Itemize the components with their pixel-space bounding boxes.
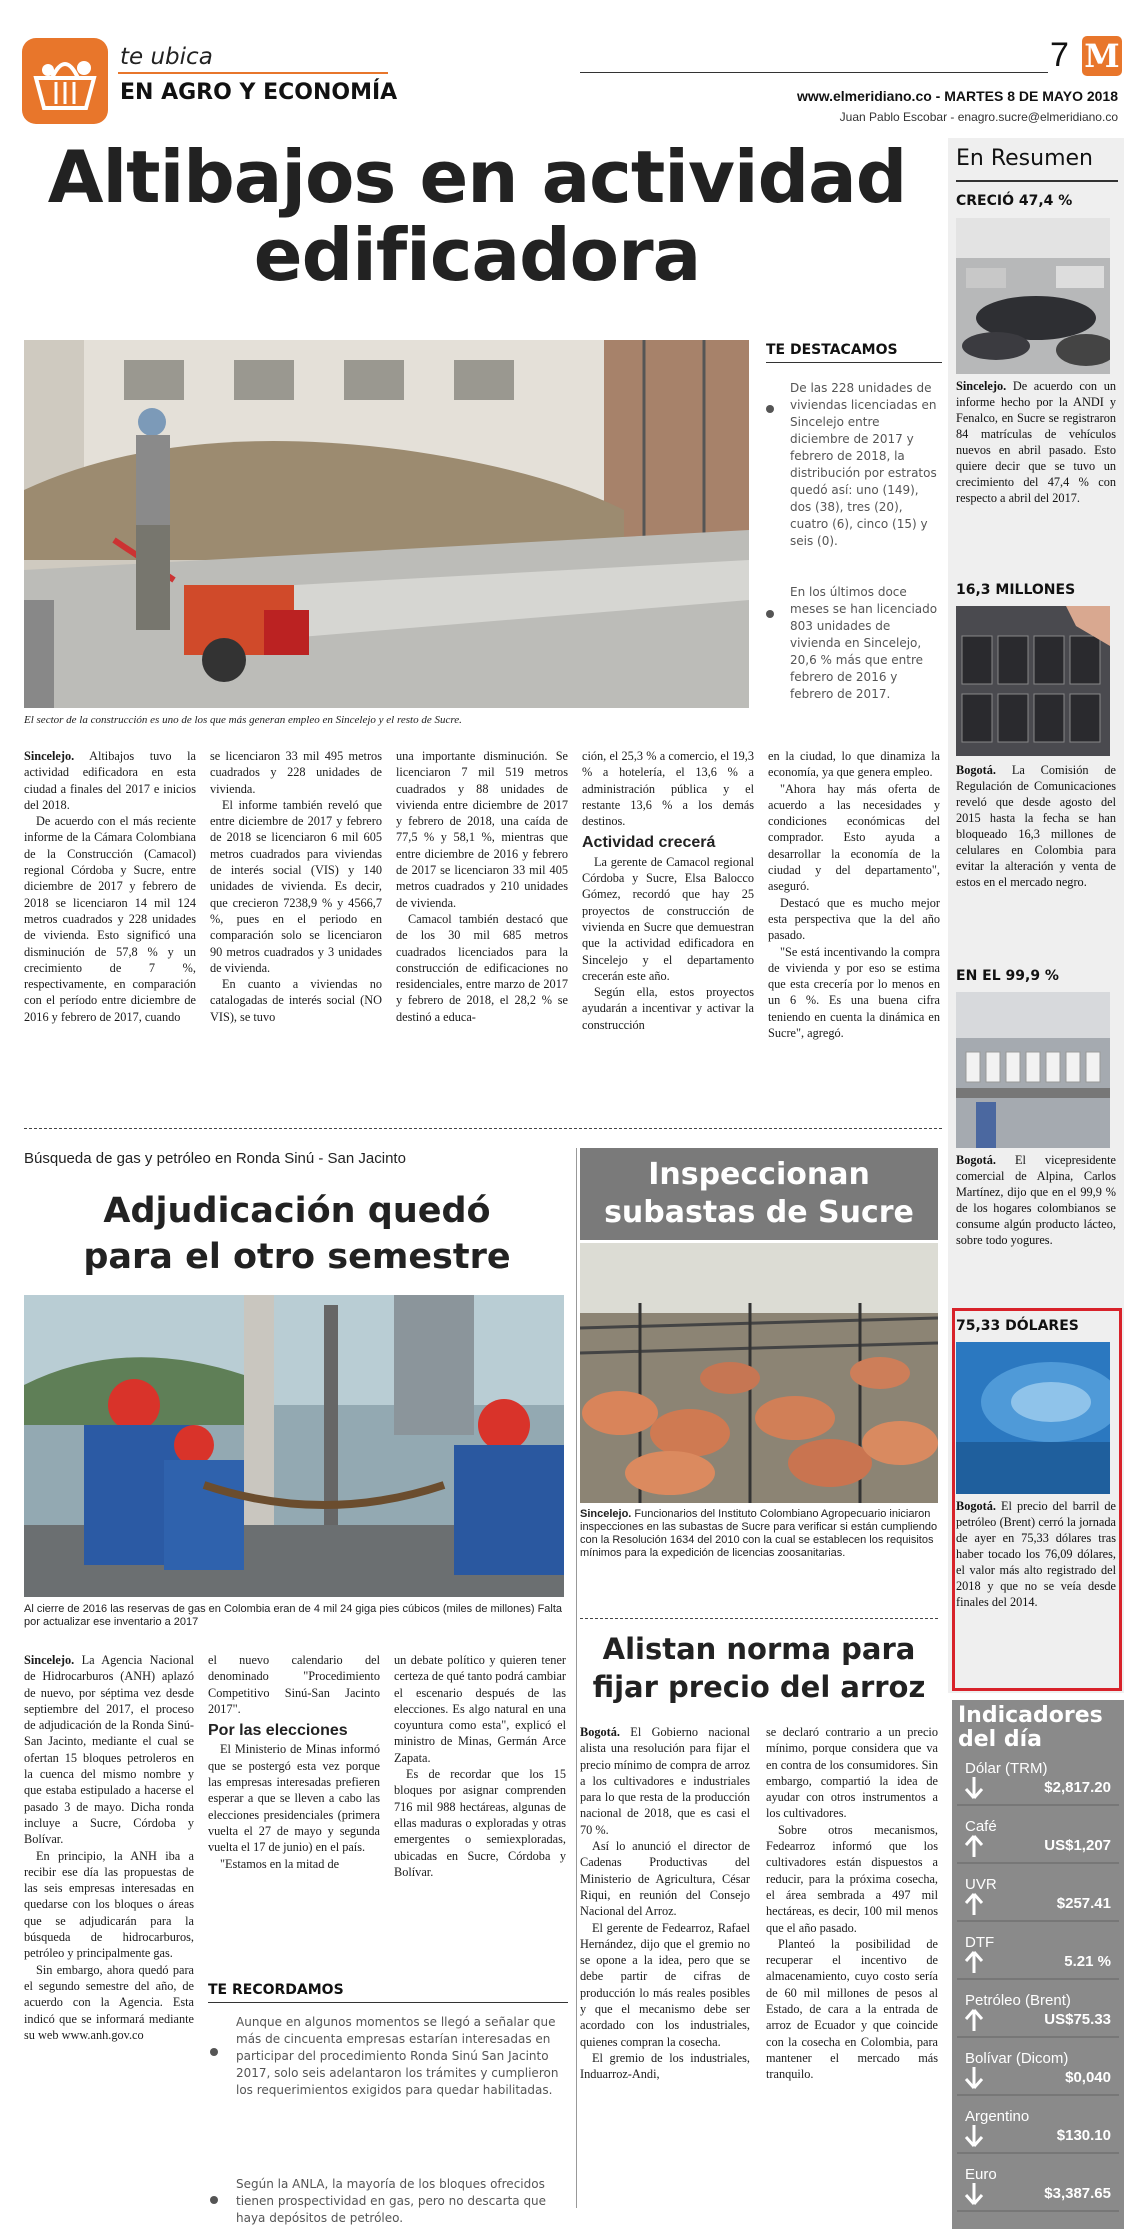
arroz-col-2 [766,1724,938,2083]
basket-icon [22,38,108,124]
indicator-value: $3,387.65 [1044,2185,1111,2202]
main-headline-line1: Altibajos en actividad [47,135,907,219]
subastas-title-line2: subastas de Sucre [604,1195,914,1230]
resumen-item3-head: EN EL 99,9 % [956,968,1059,984]
destacamos-text-1: De las 228 unidades de viviendas licenciadas en Sincelejo entre diciembre de 2017 y febrero de 2018, la distribución por estratos quedó así: uno (149), dos (38), tres (20), cuatro (6), cinco (15) y seis (0). [790,381,937,548]
main-col5-p3: Destacó que es mucho mejor esta perspectiva que la del año pasado. [768,895,940,943]
main-col4-subhead: Actividad crecerá [582,834,716,852]
resumen-item2-head: 16,3 MILLONES [956,582,1076,598]
main-col2-p1: se licenciaron 33 mil 495 metros cuadrados y 228 unidades de vivienda. [210,749,382,796]
destacamos-bullet-2 [766,610,774,618]
site-date: www.elmeridiano.co - MARTES 8 DE MAYO 2018 [796,88,1118,104]
subastas-caption-lead: Sincelejo. [580,1508,632,1520]
destacamos-title: TE DESTACAMOS [766,342,898,358]
main-col5-p4: "Se está incentivando la compra de vivienda y por eso se estima que esta crecería por lo menos en un 6 %. Es una buena cifra teniendo en cuenta la dinámica en Sucre", agregó. [768,944,940,1041]
main-col1-lead: Sincelejo. [24,749,75,763]
resumen-item1-text [956,378,1116,506]
arroz-col-1 [580,1724,750,2083]
main-col4-p2: La gerente de Camacol regional Córdoba y Sucre, Elsa Balocco Gómez, recordó que hay 25 proyectos de construcción de vivienda en Sucre que demuestran que la actividad edificadora en Sincelejo y el departamento crecerán este año. [582,854,754,983]
subastas-caption-text: Funcionarios del Instituto Colombiano Agropecuario iniciaron inspecciones en las subastas de Sucre para verificar si están cumpliendo con la Resolución 1634 del 2010 con la cual se establecen los requisitos mínimos para la expedición de licencias zoosanitarias. [580,1508,938,1559]
indicator-name: Euro [965,2166,997,2183]
main-col3-p2: Camacol también destacó que de los 30 mil 685 metros cuadrados licenciados para la construcción de edificaciones no residenciales, entre marzo de 2017 y febrero de 2018, el 28,2 % se destinó a educa- [396,911,568,1024]
resumen-item1-head: CRECIÓ 47,4 % [956,193,1073,209]
indicator-row [957,2162,1119,2212]
indicator-value: 5.21 % [1064,1953,1111,1970]
indicator-row [957,2046,1119,2096]
indicator-name: Bolívar (Dicom) [965,2050,1069,2067]
recordamos-title: TE RECORDAMOS [208,1982,344,1998]
arroz-headline-line2: fijar precio del arroz [592,1670,926,1704]
subastas-title-box [580,1148,938,1240]
gas-col-1 [24,1652,194,2043]
indicator-value: $0,040 [1065,2069,1111,2086]
resumen-phones-photo [956,606,1110,756]
brand-logo-letter: M [1084,37,1120,75]
arrow-up-icon [963,1834,985,1858]
resumen-title-rule [956,180,1118,182]
arrow-up-icon [963,1950,985,1974]
arroz-headline-line1: Alistan norma para [602,1632,916,1666]
indicator-name: Argentino [965,2108,1030,2125]
main-col-5 [768,748,940,1041]
resumen-item4-head: 75,33 DÓLARES [956,1318,1079,1334]
recordamos-bullet-2 [210,2196,218,2204]
main-col2-p2: El informe también reveló que entre diciembre de 2017 y febrero de 2018 se licenciaron 6 mil 605 metros cuadrados para viviendas de interés social (VIS) y 140 unidades de vivienda. Es decir, que crecieron 7238,9 % y 4566,7 %, pues en el periodo en comparación solo se licenciaron 90 metros cuadrados y 3 unidades de vivienda. [210,797,382,975]
main-col5-p2: "Ahora hay más oferta de acuerdo a las necesidades y condiciones económicas del comprador. Esto ayuda a desarrollar la economía de la ciudad y del departamento", aseguró. [768,781,940,894]
indicator-row [957,1814,1119,1864]
subastas-caption [580,1508,938,1560]
gas-col3-p2: Es de recordar que los 15 bloques por asignar comprenden 716 mil 988 hectáreas, algunas de ellas maduras o exploradas y otras emergentes o semiexploradas, ubicadas en Sucre, Córdoba y Bolívar. [394,1767,566,1879]
arroz-col1-p2: Así lo anunció el director de Cadenas Productivas del Ministerio de Agricultura, César Riqui, en reunión del Consejo Nacional del Arroz. [580,1839,750,1919]
main-col1-p1: Altibajos tuvo la actividad edificadora en esta ciudad a finales del 2017 e inicios del 2018. [24,749,196,812]
main-col4-p3: Según ella, estos proyectos ayudarán a incentivar y activar la construcción [582,985,754,1032]
arrow-up-icon [963,1892,985,1916]
indicator-name: Dólar (TRM) [965,1760,1048,1777]
gas-headline-line1: Adjudicación quedó [103,1191,491,1231]
gas-col-2 [208,1652,380,1872]
resumen-item2-text [956,762,1116,890]
main-col3-p1: una importante disminución. Se licenciaron 7 mil 519 metros cuadrados y 88 unidades de vivienda entre diciembre de 2017 y febrero de 2018, una caída de 77,5 % y 58,1 %, mientras que entre diciembre de 2016 y febrero de 2017 se licenciaron 33 mil 405 metros cuadrados y 210 unidades de vivienda. [396,749,568,910]
arrow-down-icon [963,2066,985,2090]
resumen-item3-text [956,1152,1116,1248]
recordamos-text-2: Según la ANLA, la mayoría de los bloques ofrecidos tienen prospectividad en gas, pero no descarta que haya depósitos de petróleo. [236,2177,547,2225]
resumen-dairy-photo [956,992,1110,1148]
section-small-label: te ubica [120,44,213,70]
main-col-4 [582,748,754,1033]
subastas-title-line1: Inspeccionan [648,1157,870,1192]
indicator-name: Petróleo (Brent) [965,1992,1071,2009]
indicator-row [957,2104,1119,2154]
gas-headline-line2: para el otro semestre [83,1237,511,1277]
resumen-item4-body: El precio del barril de petróleo (Brent) cerró la jornada de ayer en 75,33 dólares tras haber tocado los 76,09 dólares, el valor más alto registrado del 2018 y que no se veía desde finales del 2014. [956,1499,1116,1609]
gas-photo-caption: Al cierre de 2016 las reservas de gas en Colombia eran de 4 mil 24 giga pies cúbicos (miles de millones) Falta por actualizar ese inventario a 2017 [24,1603,563,1628]
gas-col2-p1: el nuevo calendario del denominado "Procedimiento Competitivo Sinú-San Jacinto 2017". [208,1653,380,1716]
gas-col1-p2: En principio, la ANH iba a recibir ese día las propuestas de las seis empresas interesadas en quedarse con los bloques o áreas que se adjudicarán para la búsqueda de hidrocarburos, petróleo y principalmente gas. [24,1848,194,1961]
resumen-oil-barrel-photo [956,1342,1110,1494]
indicator-name: Café [965,1818,997,1835]
main-col-2 [210,748,382,1025]
gas-col3-p1: un debate político y quieren tener certeza de qué tanto podrá cambiar el escenario después de las elecciones. Es algo natural en una coyuntura como esta", explicó el ministro de Minas, Germán Arce Zapata. [394,1653,566,1765]
gas-headline [24,1188,570,1280]
destacamos-rule [766,362,942,363]
destacamos-bullet-1 [766,405,774,413]
arrow-down-icon [963,2182,985,2206]
arroz-col1-lead: Bogotá. [580,1725,620,1739]
recordamos-bullet-1 [210,2048,218,2056]
resumen-item3-body: El vicepresidente comercial de Alpina, Carlos Martínez, dijo que en el 99,9 % de los hogares colombianos se consume algún producto lácteo, sobre todo yogures. [956,1153,1116,1247]
section-rule [118,72,388,74]
gas-workers-photo [24,1295,564,1597]
arrow-down-icon [963,2124,985,2148]
arrow-down-icon [963,1776,985,1800]
resumen-item2-lead: Bogotá. [956,763,996,777]
construction-photo [24,340,749,708]
resumen-item3-lead: Bogotá. [956,1153,996,1167]
gas-col1-p3: Sin embargo, ahora quedó para el segundo semestre del año, de acuerdo con la Agencia. Esta indicó que se informará mediante su web www.anh.gov.co [24,1962,194,2042]
main-col-3 [396,748,568,1025]
arroz-headline [580,1630,938,1706]
indicadores-title-line1: Indicadores [958,1703,1103,1728]
recordamos-text-1: Aunque en algunos momentos se llegó a señalar que más de cincuenta empresas estarían interesadas en participar del procedimiento Ronda Sinú San Jacinto 2017, solo seis adelantaron los trámites y cumplieron los requerimientos exigidos para quedar habilitadas. [236,2015,559,2097]
author-line: Juan Pablo Escobar - enagro.sucre@elmeridiano.co [839,110,1118,124]
indicator-value: $257.41 [1056,1895,1111,1912]
main-headline [22,135,932,297]
indicator-row [957,1988,1119,2038]
indicadores-title [958,1704,1103,1752]
recordamos-rule [208,2002,568,2003]
resumen-cars-photo [956,218,1110,374]
gas-col2-p3: "Estamos en la mitad de [220,1856,340,1871]
arroz-col1-p4: El gremio de los industriales, Induarroz-Andi, [580,2050,750,2082]
cattle-auction-photo [580,1243,938,1503]
indicator-value: US$1,207 [1044,1837,1111,1854]
subastas-divider [580,1618,938,1619]
resumen-item1-lead: Sincelejo. [956,379,1007,393]
arroz-col1-p3: El gerente de Fedearroz, Rafael Hernández, dijo que el gremio no se opone a la idea, pero que se debe partir de cifras de producción lo más reales posibles y que el mecanismo debe ser acordado con los industriales, quienes compran la cosecha. [580,1920,750,2049]
header-rule [580,72,1048,73]
indicator-value: US$75.33 [1044,2011,1111,2028]
main-col2-p3: En cuanto a viviendas no catalogadas de interés social (NO VIS), se tuvo [210,977,382,1024]
indicadores-title-line2: del día [958,1727,1043,1752]
arroz-col2-p1: se declaró contrario a un precio mínimo, porque considera que va en contra de los consumidores. Sin embargo, compartió la idea de ayudar con otros instrumentos a los cultivadores. [766,1725,938,1821]
gas-col2-subhead: Por las elecciones [208,1722,348,1740]
indicator-name: DTF [965,1934,995,1951]
indicator-row [957,1756,1119,1806]
main-col1-p2: De acuerdo con el más reciente informe de la Cámara Colombiana de la Construcción (Camacol) regional Córdoba y Sucre, entre diciembre de 2017 y febrero de 2018 se licenciaron 14 mil 124 metros cuadrados y 228 unidades de vivienda. Esto significó una disminución de 57,8 % y un crecimiento de 7 %, respectivamente, en comparación con el período entre diciembre de 2016 y febrero de 2017, cuando [24,814,196,1024]
construction-photo-caption: El sector de la construcción es uno de los que más generan empleo en Sincelejo y el resto de Sucre. [24,714,462,726]
indicator-value: $130.10 [1056,2127,1111,2144]
destacamos-text-2: En los últimos doce meses se han licenciado 803 unidades de vivienda en Sincelejo, 20,6 % más que entre febrero de 2016 y febrero de 2017. [790,585,938,701]
arroz-col1-p1: El Gobierno nacional alista una resolución para fijar el precio mínimo de compra de arroz a los cultivadores e industriales para lo que resta de la producción nacional de 2018, que es casi el 70 %. [580,1725,750,1837]
indicator-name: UVR [965,1876,997,1893]
section-big-label: EN AGRO Y ECONOMÍA [120,80,398,105]
gas-col2-p2: El Ministerio de Minas informó que se postergó esta vez porque las empresas interesadas prefieren esperar a que se lleven a cabo las elecciones presidenciales (primera vuelta el 27 de mayo y segunda vuelta el 17 de junio) en el país. [208,1742,380,1855]
resumen-title: En Resumen [956,146,1093,171]
gas-kicker: Búsqueda de gas y petróleo en Ronda Sinú - San Jacinto [24,1150,406,1167]
gas-vertical-divider [576,1148,577,2208]
gas-col1-p1: La Agencia Nacional de Hidrocarburos (ANH) aplazó de nuevo, por séptima vez desde septiembre del 2017, el proceso de adjudicación de la Ronda Sinú-San Jacinto, mediante el cual se ofertan 15 bloques petroleros en la cuenca del mismo nombre y que estaba estipulado a hacerse el pasado 3 de mayo. Dicha ronda incluye a Sucre, Córdoba y Bolívar. [24,1653,194,1847]
main-bottom-divider [24,1128,942,1129]
indicator-row [957,1930,1119,1980]
main-col4-p1: ción, el 25,3 % a comercio, el 19,3 % a hotelería, el 13,6 % a administración pública y el restante 13,6 % a los demás destinos. [582,749,754,829]
gas-col1-lead: Sincelejo. [24,1653,75,1667]
main-headline-line2: edificadora [253,213,701,297]
indicator-row [957,1872,1119,1922]
arrow-up-icon [963,2008,985,2032]
gas-col-3 [394,1652,566,1880]
arroz-col2-p3: Planteó la posibilidad de recuperar el incentivo de almacenamiento, cuyo costo sería de 60 mil millones de pesos al Estado, de cara a la entrada de arroz de Ecuador y que coincide con la cosecha en Colombia, para mantener el mercado más tranquilo. [766,1936,938,2082]
main-col-1 [24,748,196,1025]
arroz-col2-p2: Sobre otros mecanismos, Fedearroz informó que los cultivadores están dispuestos a reducir, para la próxima cosecha, el área sembrada a 497 mil hectáreas, es decir, 100 mil menos que el año pasado. [766,1822,938,1935]
resumen-item1-body: De acuerdo con un informe hecho por la ANDI y Fenalco, en Sucre se registraron 84 matrículas de vehículos nuevos en abril pasado. Esto quiere decir que se tuvo un crecimiento del 47,4 % con respecto a abril del 2017. [956,379,1116,505]
resumen-item2-body: La Comisión de Regulación de Comunicaciones reveló que desde agosto del 2015 hasta la fecha se han bloqueado 16,3 millones de celulares en Colombia para evitar la alteración y venta de estos en el mercado negro. [956,763,1116,889]
section-logo [22,38,108,124]
resumen-item4-lead: Bogotá. [956,1499,996,1513]
brand-logo [1082,36,1122,76]
resumen-item4-text [956,1498,1116,1610]
main-col5-p1: en la ciudad, lo que dinamiza la economía, ya que genera empleo. [768,749,940,780]
indicator-value: $2,817.20 [1044,1779,1111,1796]
page-number: 7 [1050,36,1069,74]
